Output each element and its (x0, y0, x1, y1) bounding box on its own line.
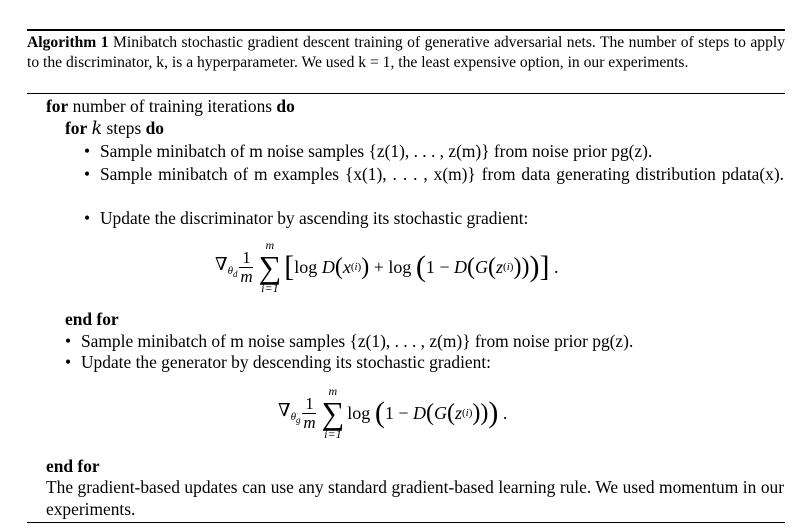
bottom-rule (27, 522, 785, 523)
inner-end-for: end for (65, 309, 119, 329)
step-update-generator: • Update the generator by descending its stochastic gradient: (65, 352, 491, 372)
discriminator-gradient-equation: $\nabla_{\theta_d}$ $\frac{1}{m}$ m ∑ i=1 [ log D ( x (i) ) + log ( 1 − D ( G ( z (i) ) ) ) ] . (215, 238, 559, 295)
caption-rule (27, 93, 785, 94)
outer-end-for: end for (46, 456, 100, 476)
footer-note: The gradient-based updates can use any standard gradient-based learning rule. We used momentum in our experiments. (46, 477, 784, 519)
top-rule (27, 29, 785, 31)
step-sample-noise-d: • Sample minibatch of m noise samples {z(1), . . . , z(m)} from noise prior pg(z). (84, 141, 653, 161)
generator-gradient-equation: $\nabla_{\theta_g}$ $\frac{1}{m}$ m ∑ i=1 log ( 1 − D ( G ( z (i) ) ) ) . (278, 384, 508, 441)
caption-text: Minibatch stochastic gradient descent training of generative adversarial nets. The number of steps to apply to the discriminator, k, is a hyperparameter. We used k = 1, the least expensive option, in our experiments. (27, 34, 786, 71)
step-sample-examples: • Sample minibatch of m examples {x(1), . . . , x(m)} from data generating distribution pdata(x). (84, 164, 784, 184)
outer-for-line: for number of training iterations do (46, 96, 295, 116)
step-update-discriminator: • Update the discriminator by ascending its stochastic gradient: (84, 208, 529, 228)
step-sample-noise-g: • Sample minibatch of m noise samples {z(1), . . . , z(m)} from noise prior pg(z). (65, 331, 634, 351)
inner-for-line: for k steps do (65, 118, 165, 139)
algorithm-caption (27, 33, 785, 73)
algorithm-label: Algorithm 1 (27, 34, 109, 51)
